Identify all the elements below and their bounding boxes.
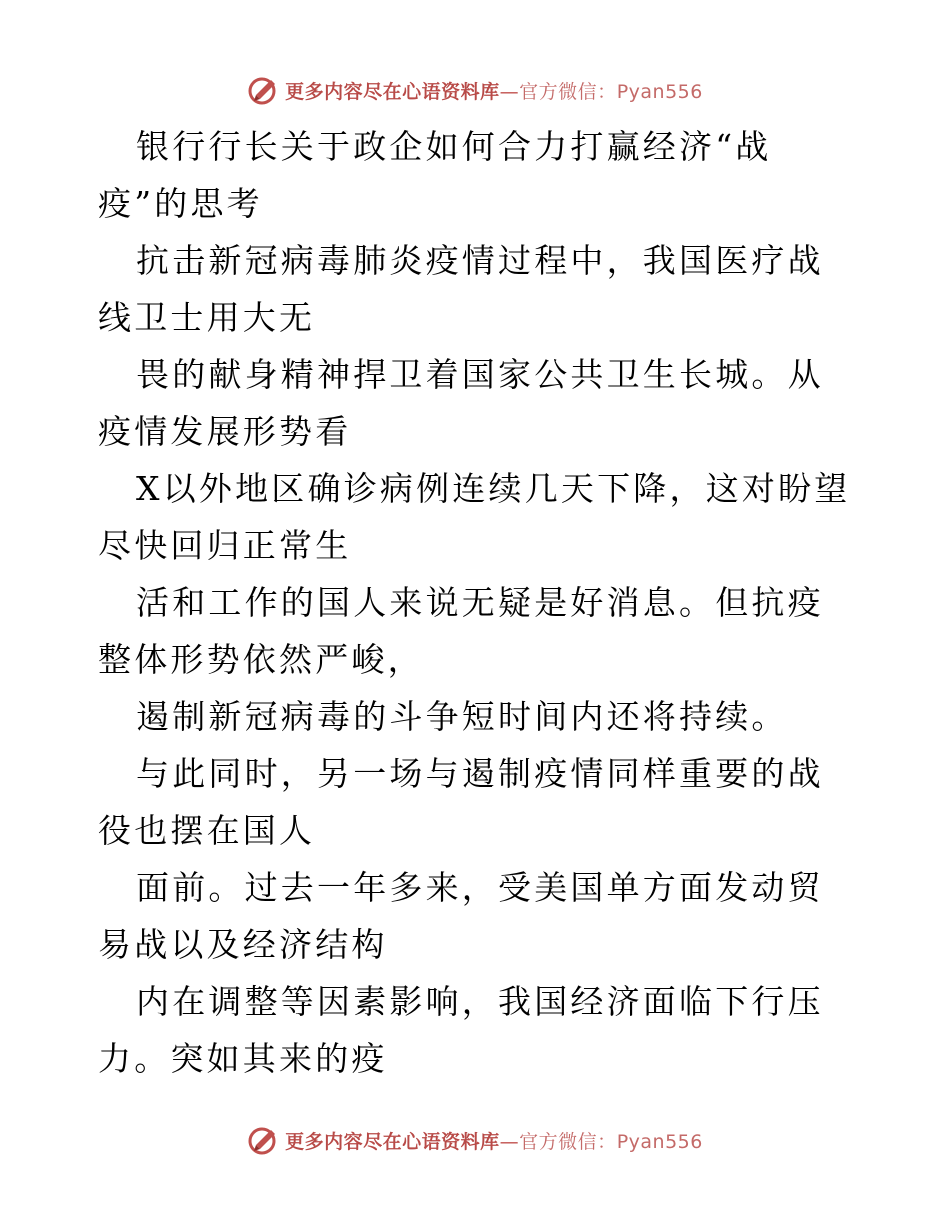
footer-watermark xyxy=(0,1120,950,1160)
document-title: 银行行长关于政企如何合力打赢经济“战疫”的思考 xyxy=(98,127,772,223)
watermark-brand: 更多内容尽在心语资料库 xyxy=(285,1130,500,1153)
watermark-wechat-label: 官方微信： xyxy=(519,1130,617,1153)
document-body xyxy=(98,118,858,1087)
watermark-wechat-label: 官方微信： xyxy=(519,80,617,103)
paragraph: 与此同时，另一场与遏制疫情同样重要的战役也摆在国人 xyxy=(98,754,824,850)
paragraph: X以外地区确诊病例连续几天下降，这对盼望尽快回归正常生 xyxy=(98,469,851,565)
paragraph: 抗击新冠病毒肺炎疫情过程中，我国医疗战线卫士用大无 xyxy=(98,241,824,337)
watermark-brand: 更多内容尽在心语资料库 xyxy=(285,80,500,103)
pen-logo-icon xyxy=(247,73,281,107)
watermark-separator: — xyxy=(499,80,520,103)
paragraph: 内在调整等因素影响，我国经济面临下行压力。突如其来的疫 xyxy=(98,982,824,1078)
paragraph: 畏的献身精神捍卫着国家公共卫生长城。从疫情发展形势看 xyxy=(98,355,824,451)
watermark-separator: — xyxy=(499,1130,520,1153)
watermark-text xyxy=(285,1127,703,1154)
paragraph: 面前。过去一年多来，受美国单方面发动贸易战以及经济结构 xyxy=(98,868,824,964)
watermark-wechat-id: Pyan556 xyxy=(616,80,703,103)
paragraph: 遏制新冠病毒的斗争短时间内还将持续。 xyxy=(136,697,788,736)
watermark-wechat-id: Pyan556 xyxy=(616,1130,703,1153)
watermark-text xyxy=(285,77,703,104)
header-watermark xyxy=(0,70,950,110)
paragraph: 活和工作的国人来说无疑是好消息。但抗疫整体形势依然严峻， xyxy=(98,583,824,679)
pen-logo-icon xyxy=(247,1123,281,1157)
